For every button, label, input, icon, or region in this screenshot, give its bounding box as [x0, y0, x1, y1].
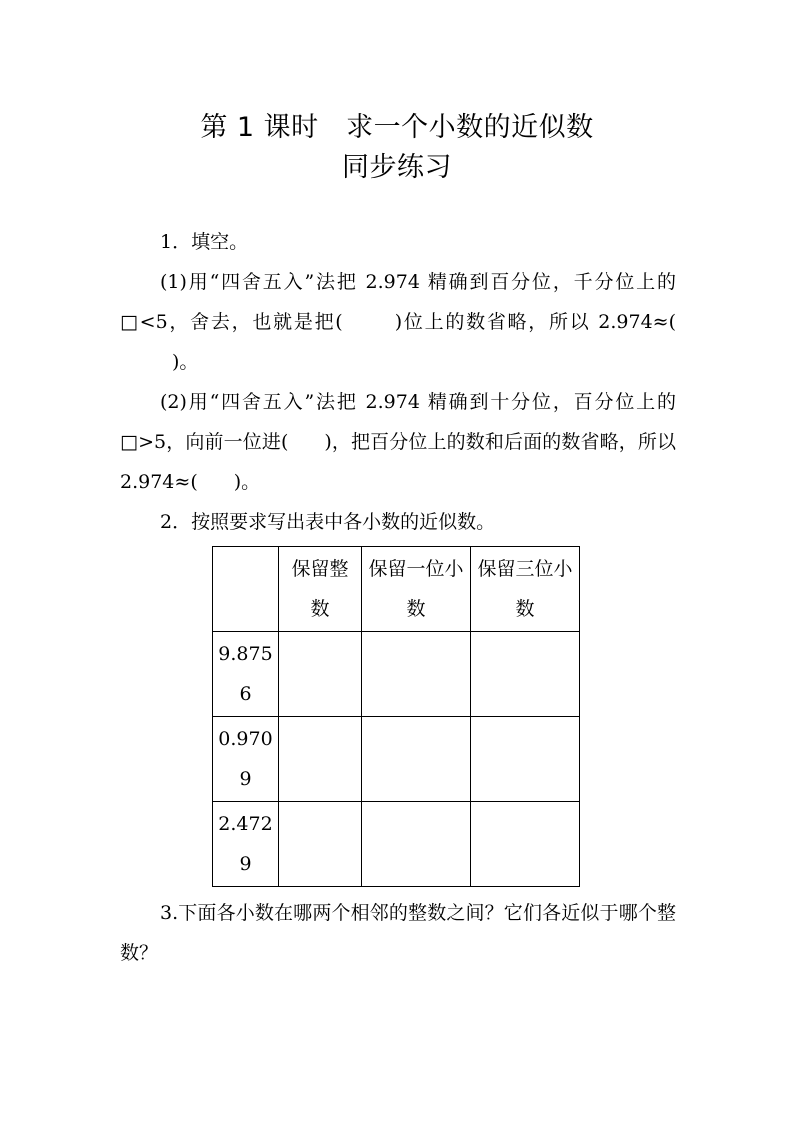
page-title: 第 1 课时 求一个小数的近似数 [200, 112, 594, 143]
table-header-cell [213, 547, 279, 632]
worksheet-content [120, 222, 676, 973]
answer-cell[interactable] [471, 717, 580, 802]
q1-part2-text-c: )。 [233, 471, 261, 493]
answer-cell[interactable] [362, 802, 471, 887]
table-header-row [213, 547, 580, 632]
table-row [213, 632, 580, 717]
q1-part2-text-b: )，把百分位上的数和后面的数省略，所以 2.974≈( [120, 431, 676, 493]
table-header-cell: 保留整数 [279, 547, 362, 632]
table-row [213, 802, 580, 887]
q1-part1-text-b: )位上的数省略，所以 2.974≈( [394, 311, 676, 333]
answer-cell[interactable] [471, 632, 580, 717]
answer-cell[interactable] [362, 717, 471, 802]
question-3-text: 3.下面各小数在哪两个相邻的整数之间？它们各近似于哪个整数？ [120, 902, 676, 964]
page-subtitle: 同步练习 [342, 152, 452, 183]
answer-cell[interactable] [279, 717, 362, 802]
answer-cell[interactable] [279, 632, 362, 717]
q1-part1-text-c: )。 [172, 351, 199, 373]
q1-part1-text-a: (1)用“四舍五入”法把 2.974 精确到百分位，千分位上的□<5，舍去，也就是把( [120, 271, 676, 333]
answer-cell[interactable] [362, 632, 471, 717]
table-row [213, 717, 580, 802]
table-header-cell: 保留一位小数 [362, 547, 471, 632]
question-1-part-1 [120, 262, 676, 382]
question-1-part-2 [120, 382, 676, 502]
answer-cell[interactable] [279, 802, 362, 887]
approximation-table [212, 546, 580, 887]
question-2-heading: 2．按照要求写出表中各小数的近似数。 [160, 511, 496, 533]
row-number-cell: 2.4729 [213, 802, 279, 887]
row-number-cell: 0.9709 [213, 717, 279, 802]
answer-cell[interactable] [471, 802, 580, 887]
question-1-heading: 1．填空。 [160, 231, 249, 253]
q1-part2-text-a: (2)用“四舍五入”法把 2.974 精确到十分位，百分位上的□>5，向前一位进( [120, 391, 676, 453]
row-number-cell: 9.8756 [213, 632, 279, 717]
table-header-cell: 保留三位小数 [471, 547, 580, 632]
